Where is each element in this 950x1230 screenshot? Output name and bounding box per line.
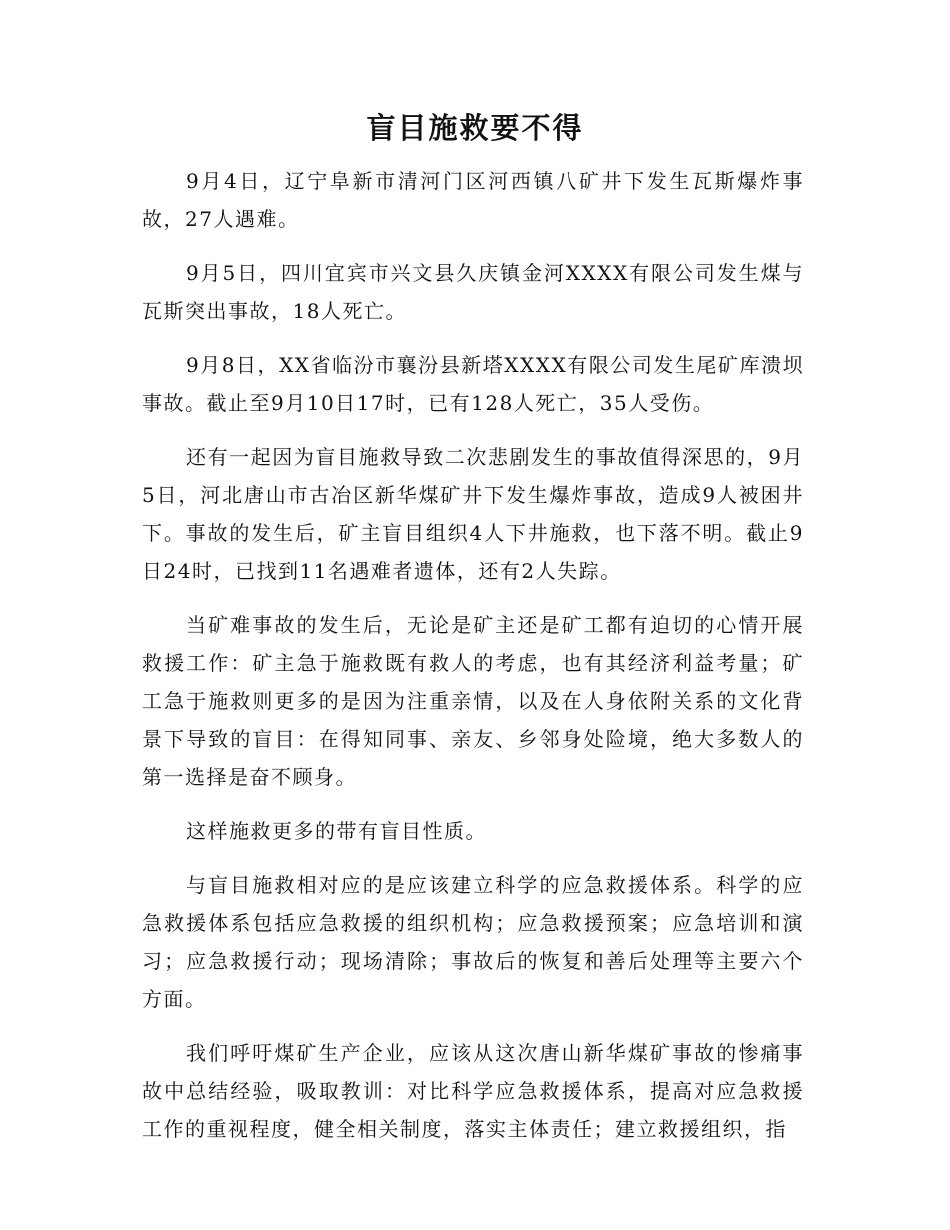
document-body	[142, 162, 804, 1164]
paragraph-1: 9月4日，辽宁阜新市清河门区河西镇八矿井下发生瓦斯爆炸事故，27人遇难。	[142, 169, 804, 231]
paragraph-3: 9月8日，XX省临汾市襄汾县新塔XXXX有限公司发生尾矿库溃坝事故。截止至9月10日17时，已有128人死亡，35人受伤。	[142, 353, 804, 415]
paragraph-6: 这样施救更多的带有盲目性质。	[186, 819, 487, 843]
paragraph-2: 9月5日，四川宜宾市兴文县久庆镇金河XXXX有限公司发生煤与瓦斯突出事故，18人死亡。	[142, 261, 804, 323]
paragraph-4: 还有一起因为盲目施救导致二次悲剧发生的事故值得深思的，9月5日，河北唐山市古冶区新华煤矿井下发生爆炸事故，造成9人被困井下。事故的发生后，矿主盲目组织4人下井施救，也下落不明。截止9日24时，已找到11名遇难者遗体，还有2人失踪。	[142, 445, 804, 583]
document-title: 盲目施救要不得	[366, 111, 584, 145]
paragraph-8: 我们呼吁煤矿生产企业，应该从这次唐山新华煤矿事故的惨痛事故中总结经验，吸取教训：对比科学应急救援体系，提高对应急救援工作的重视程度，健全相关制度，落实主体责任；建立救援组织，指	[142, 1041, 804, 1141]
paragraph-5: 当矿难事故的发生后，无论是矿主还是矿工都有迫切的心情开展救援工作：矿主急于施救既有救人的考虑，也有其经济利益考量；矿工急于施救则更多的是因为注重亲情，以及在人身依附关系的文化背景下导致的盲目：在得知同事、亲友、乡邻身处险境，绝大多数人的第一选择是奋不顾身。	[142, 613, 804, 789]
paragraph-7: 与盲目施救相对应的是应该建立科学的应急救援体系。科学的应急救援体系包括应急救援的组织机构；应急救援预案；应急培训和演习；应急救援行动；现场清除；事故后的恢复和善后处理等主要六个方面。	[142, 873, 804, 1011]
